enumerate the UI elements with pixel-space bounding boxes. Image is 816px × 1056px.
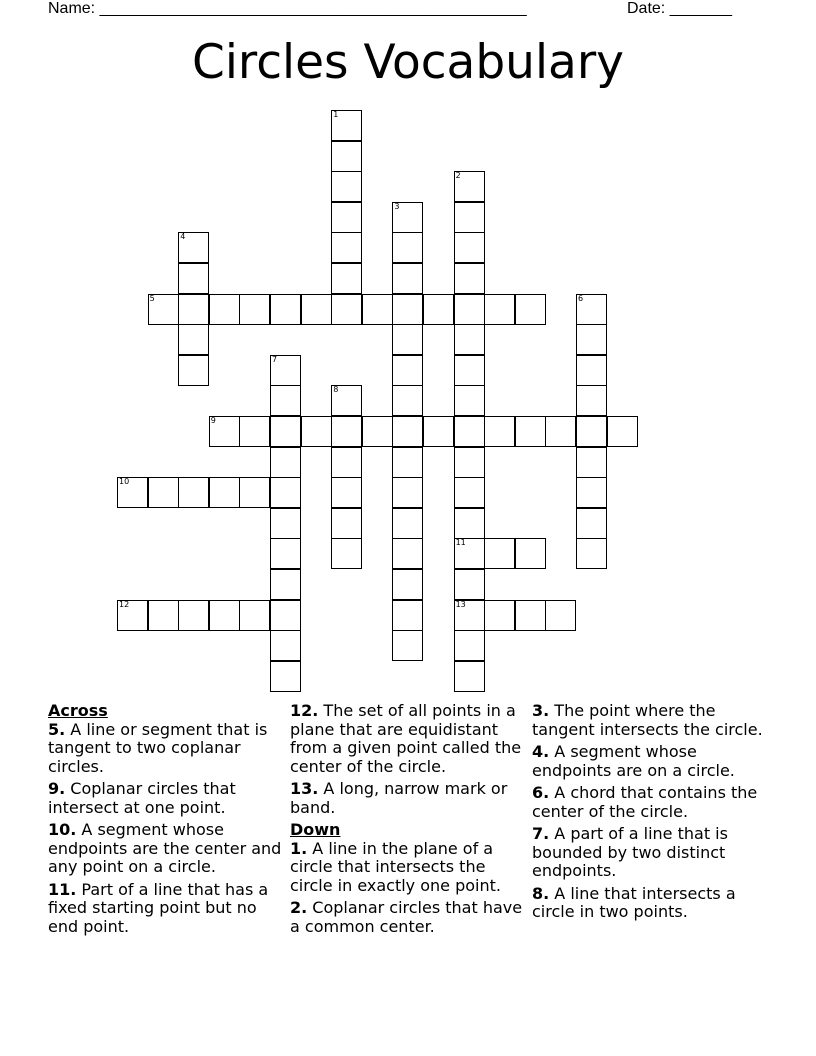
crossword-cell[interactable] — [454, 355, 485, 386]
crossword-cell[interactable] — [454, 477, 485, 508]
crossword-cell[interactable] — [392, 324, 423, 355]
crossword-cell[interactable] — [270, 508, 301, 539]
crossword-cell[interactable] — [270, 355, 301, 386]
clue-down-3: 3. The point where the tangent intersects the circle. — [532, 701, 763, 739]
clue-number: 2 — [455, 171, 461, 181]
crossword-cell[interactable] — [270, 447, 301, 478]
crossword-cell[interactable] — [392, 416, 423, 447]
clue-across-9: 9. Coplanar circles that intersect at one point. — [48, 779, 236, 817]
crossword-cell[interactable] — [392, 538, 423, 569]
crossword-cell[interactable] — [484, 416, 515, 447]
crossword-cell[interactable] — [331, 538, 362, 569]
clue-down-1: 1. A line in the plane of a circle that intersects the circle in exactly one point. — [290, 838, 501, 895]
crossword-cell[interactable] — [270, 538, 301, 569]
crossword-cell[interactable] — [423, 294, 454, 325]
page-title: Circles Vocabulary — [192, 35, 624, 90]
crossword-cell[interactable] — [148, 294, 179, 325]
clue-number: 5 — [149, 293, 155, 303]
crossword-cell[interactable] — [270, 294, 301, 325]
crossword-cell[interactable] — [607, 416, 638, 447]
crossword-cell[interactable] — [423, 416, 454, 447]
crossword-cell[interactable] — [576, 355, 607, 386]
crossword-cell[interactable] — [239, 294, 270, 325]
crossword-cell[interactable] — [301, 416, 332, 447]
clue-number: 6 — [578, 293, 584, 303]
crossword-cell[interactable] — [454, 171, 485, 202]
clue-across-10: 10. A segment whose endpoints are the center and any point on a circle. — [48, 820, 282, 876]
crossword-cell[interactable] — [270, 416, 301, 447]
crossword-cell[interactable] — [576, 538, 607, 569]
crossword-cell[interactable] — [454, 202, 485, 233]
crossword-cell[interactable] — [576, 385, 607, 416]
crossword-cell[interactable] — [362, 294, 393, 325]
clue-number: 1 — [333, 110, 339, 119]
crossword-cell[interactable] — [576, 447, 607, 478]
crossword-cell[interactable] — [484, 294, 515, 325]
crossword-cell[interactable] — [454, 447, 485, 478]
clue-down-6: 6. A chord that contains the center of the circle. — [532, 783, 758, 821]
crossword-cell[interactable] — [209, 416, 240, 447]
crossword-cell[interactable] — [392, 294, 423, 325]
clue-number: 12 — [119, 599, 130, 609]
crossword-cell[interactable] — [148, 477, 179, 508]
crossword-cell[interactable] — [454, 600, 485, 631]
crossword-cell[interactable] — [392, 630, 423, 661]
crossword-cell[interactable] — [331, 477, 362, 508]
clue-number: 8 — [333, 385, 339, 395]
crossword-cell[interactable] — [454, 324, 485, 355]
clue-number: 13 — [455, 599, 466, 609]
clue-down-2: 2. Coplanar circles that have a common center. — [290, 898, 523, 936]
crossword-cell[interactable] — [178, 232, 209, 263]
crossword-cell[interactable] — [331, 171, 362, 202]
crossword-cell[interactable] — [178, 600, 209, 631]
crossword-cell[interactable] — [392, 202, 423, 233]
crossword-cell[interactable] — [454, 385, 485, 416]
crossword-cell[interactable] — [270, 630, 301, 661]
worksheet-header — [0, 0, 816, 20]
crossword-cell[interactable] — [576, 324, 607, 355]
down-heading: Down — [290, 820, 341, 839]
crossword-cell[interactable] — [454, 630, 485, 661]
name-field[interactable]: Name: ________________________________________________ — [48, 0, 527, 17]
clue-number: 9 — [210, 416, 216, 425]
crossword-cell[interactable] — [239, 600, 270, 631]
crossword-cell[interactable] — [515, 294, 546, 325]
clue-number: 4 — [180, 232, 186, 242]
crossword-cell[interactable] — [331, 202, 362, 233]
crossword-cell[interactable] — [454, 508, 485, 539]
crossword-cell[interactable] — [209, 294, 240, 325]
crossword-cell[interactable] — [117, 600, 148, 631]
crossword-cell[interactable] — [331, 416, 362, 447]
crossword-cell[interactable] — [270, 477, 301, 508]
crossword-cell[interactable] — [209, 477, 240, 508]
crossword-cell[interactable] — [515, 416, 546, 447]
crossword-cell[interactable] — [576, 294, 607, 325]
crossword-cell[interactable] — [454, 569, 485, 600]
crossword-cell[interactable] — [270, 600, 301, 631]
crossword-cell[interactable] — [392, 569, 423, 600]
crossword-cell[interactable] — [454, 661, 485, 692]
crossword-cell[interactable] — [362, 416, 393, 447]
crossword-cell[interactable] — [392, 385, 423, 416]
crossword-cell[interactable] — [117, 477, 148, 508]
crossword-cell[interactable] — [331, 385, 362, 416]
crossword-cell[interactable] — [270, 385, 301, 416]
crossword-cell[interactable] — [392, 508, 423, 539]
crossword-cell[interactable] — [331, 141, 362, 172]
clue-across-5: 5. A line or segment that is tangent to two coplanar circles. — [48, 719, 268, 776]
clue-across-13: 13. A long, narrow mark or band. — [290, 779, 508, 817]
clue-number: 7 — [272, 354, 278, 364]
date-field[interactable]: Date: _______ — [627, 0, 732, 17]
crossword-cell[interactable] — [301, 294, 332, 325]
crossword-cell[interactable] — [148, 600, 179, 631]
clue-down-7: 7. A part of a line that is bounded by two distinct endpoints. — [532, 824, 728, 880]
crossword-cell[interactable] — [545, 416, 576, 447]
crossword-cell[interactable] — [331, 110, 362, 141]
crossword-cell[interactable] — [484, 600, 515, 631]
crossword-cell[interactable] — [515, 538, 546, 569]
crossword-cell[interactable] — [454, 232, 485, 263]
crossword-cell[interactable] — [331, 508, 362, 539]
crossword-cell[interactable] — [392, 355, 423, 386]
crossword-cell[interactable] — [331, 263, 362, 294]
clues-column-1 — [48, 702, 283, 940]
across-heading: Across — [48, 701, 108, 720]
clue-across-12: 12. The set of all points in a plane that are equidistant from a given point called the center of the circle. — [290, 701, 522, 776]
crossword-cell[interactable] — [576, 416, 607, 447]
clue-across-11: 11. Part of a line that has a fixed starting point but no end point. — [48, 879, 269, 936]
clue-number: 11 — [455, 538, 466, 548]
crossword-cell[interactable] — [454, 294, 485, 325]
crossword-cell[interactable] — [484, 538, 515, 569]
crossword-cell[interactable] — [392, 600, 423, 631]
crossword-cell[interactable] — [331, 294, 362, 325]
crossword-cell[interactable] — [515, 600, 546, 631]
crossword-cell[interactable] — [392, 263, 423, 294]
clue-down-4: 4. A segment whose endpoints are on a circle. — [532, 742, 735, 780]
crossword-cell[interactable] — [178, 324, 209, 355]
crossword-cell[interactable] — [178, 477, 209, 508]
crossword-cell[interactable] — [331, 232, 362, 263]
clue-number: 10 — [119, 477, 130, 487]
crossword-cell[interactable] — [545, 600, 576, 631]
crossword-cell[interactable] — [392, 447, 423, 478]
crossword-cell[interactable] — [239, 416, 270, 447]
crossword-cell[interactable] — [454, 416, 485, 447]
crossword-cell[interactable] — [209, 600, 240, 631]
crossword-cell[interactable] — [454, 263, 485, 294]
crossword-cell[interactable] — [178, 263, 209, 294]
clue-down-8: 8. A line that intersects a circle in two points. — [532, 883, 736, 921]
crossword-cell[interactable] — [270, 661, 301, 692]
crossword-cell[interactable] — [392, 477, 423, 508]
clues-column-3 — [532, 702, 767, 926]
crossword-cell[interactable] — [178, 294, 209, 325]
crossword-cell[interactable] — [454, 538, 485, 569]
clue-number: 3 — [394, 201, 400, 211]
crossword-cell[interactable] — [576, 508, 607, 539]
crossword-cell[interactable] — [331, 447, 362, 478]
crossword-cell[interactable] — [392, 232, 423, 263]
crossword-cell[interactable] — [178, 355, 209, 386]
crossword-cell[interactable] — [576, 477, 607, 508]
crossword-cell[interactable] — [239, 477, 270, 508]
crossword-cell[interactable] — [270, 569, 301, 600]
clues-column-2 — [290, 702, 525, 940]
